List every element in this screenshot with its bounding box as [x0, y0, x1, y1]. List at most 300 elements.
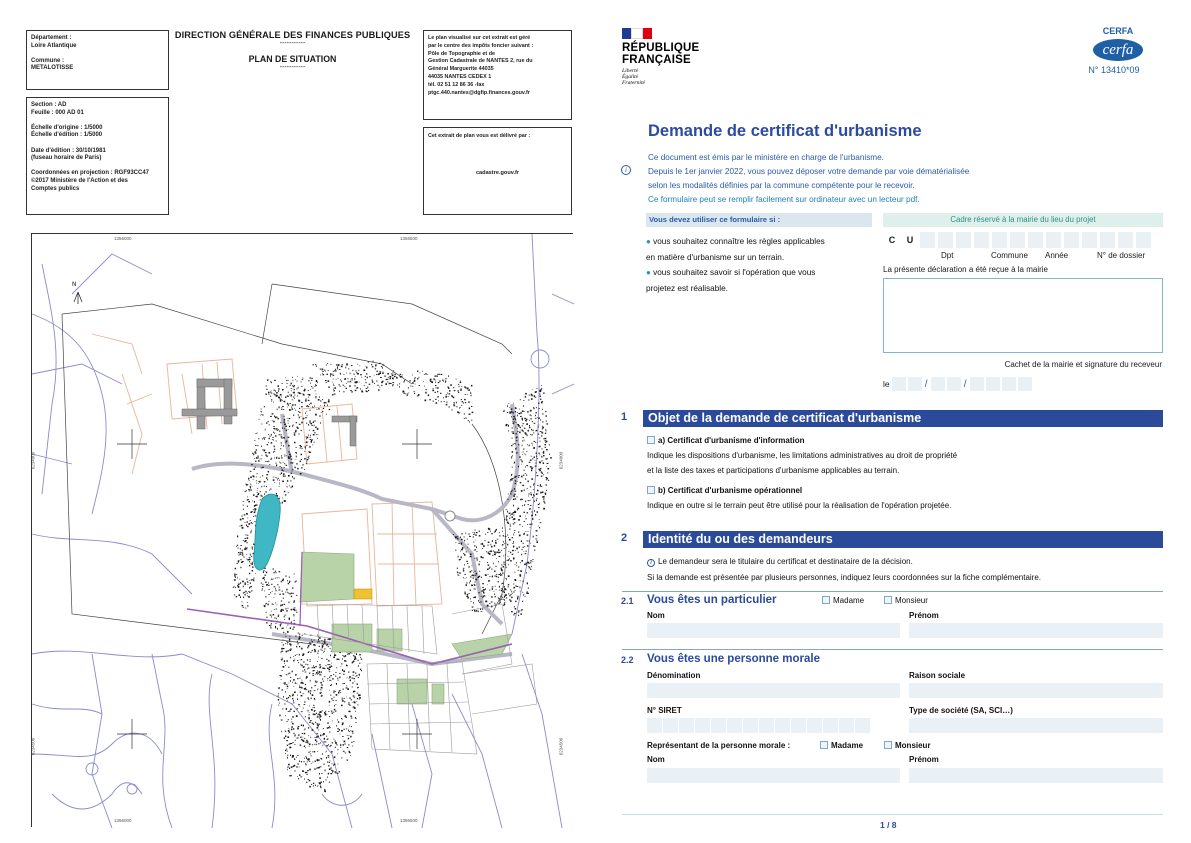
- cu-digit-box[interactable]: [1045, 232, 1061, 248]
- tree-mark: [288, 396, 289, 397]
- tree-mark: [527, 545, 528, 546]
- tree-mark: [541, 471, 542, 472]
- tree-mark: [505, 588, 506, 589]
- tree-mark: [342, 719, 343, 720]
- tree-mark: [513, 515, 514, 516]
- tree-mark: [288, 719, 289, 720]
- tree-mark: [328, 646, 329, 647]
- tree-mark: [480, 601, 481, 602]
- tree-mark: [375, 364, 376, 366]
- cu-digit-box[interactable]: [1117, 232, 1133, 248]
- tree-mark: [251, 579, 252, 580]
- tree-mark: [523, 449, 524, 450]
- tree-mark: [493, 551, 494, 552]
- tree-mark: [323, 668, 325, 669]
- tree-mark: [284, 704, 285, 705]
- tree-mark: [341, 718, 342, 719]
- tree-mark: [278, 388, 279, 389]
- tree-mark: [317, 434, 318, 435]
- civility-monsieur-1[interactable]: [884, 596, 928, 605]
- tree-mark: [303, 708, 304, 709]
- tree-mark: [255, 450, 256, 451]
- stamp-area[interactable]: [883, 278, 1163, 353]
- tree-mark: [281, 455, 282, 456]
- tree-mark: [298, 633, 299, 634]
- tree-mark: [298, 704, 300, 705]
- section-box: [26, 97, 169, 215]
- tree-mark: [414, 378, 415, 380]
- tree-mark: [473, 536, 474, 537]
- tree-mark: [297, 684, 298, 685]
- tree-mark: [521, 560, 523, 562]
- tree-mark: [330, 675, 332, 676]
- tree-mark: [286, 465, 287, 466]
- siret-digit-box[interactable]: [759, 718, 774, 733]
- tree-mark: [308, 397, 309, 398]
- cu-digit-box[interactable]: [973, 232, 989, 248]
- nom-input[interactable]: [647, 623, 900, 638]
- tree-mark: [542, 496, 544, 498]
- tree-mark: [327, 644, 328, 645]
- cu-number-field[interactable]: [883, 232, 1153, 248]
- tree-mark: [249, 587, 250, 589]
- tree-mark: [309, 769, 311, 771]
- tree-mark: [536, 430, 537, 431]
- tree-mark: [303, 667, 305, 668]
- tree-mark: [288, 380, 289, 381]
- tree-mark: [289, 768, 290, 770]
- tree-mark: [334, 653, 335, 654]
- tree-mark: [260, 477, 261, 478]
- tree-mark: [317, 785, 318, 787]
- tree-mark: [496, 552, 497, 554]
- tree-mark: [292, 723, 294, 724]
- tree-mark: [516, 422, 517, 423]
- tree-mark: [296, 766, 298, 767]
- representant-nom-input[interactable]: [647, 768, 900, 783]
- checkbox-monsieur[interactable]: [884, 741, 892, 749]
- tree-mark: [323, 742, 325, 743]
- tree-mark: [344, 656, 346, 657]
- raison-sociale-input[interactable]: [909, 683, 1163, 698]
- tree-mark: [249, 580, 250, 581]
- tree-mark: [273, 421, 275, 423]
- tree-mark: [256, 449, 257, 451]
- tree-mark: [287, 751, 288, 752]
- date-digit-box[interactable]: [986, 377, 1000, 391]
- tree-mark: [307, 697, 308, 698]
- siret-digit-box[interactable]: [727, 718, 742, 733]
- checkbox-madame[interactable]: [822, 596, 830, 604]
- option-cu-operationnel[interactable]: [647, 486, 802, 495]
- date-separator: /: [963, 378, 967, 390]
- tree-mark: [498, 549, 499, 551]
- tree-mark: [346, 697, 347, 698]
- tree-mark: [457, 572, 458, 573]
- tree-mark: [292, 742, 293, 743]
- cu-digit-box[interactable]: [1063, 232, 1079, 248]
- cu-digit-box[interactable]: [991, 232, 1007, 248]
- civility-monsieur-2[interactable]: [884, 741, 931, 750]
- tree-mark: [289, 695, 290, 696]
- tree-mark: [303, 725, 304, 727]
- tree-mark: [506, 567, 507, 568]
- tree-mark: [287, 767, 289, 768]
- tree-mark: [347, 747, 349, 748]
- tree-mark: [297, 427, 298, 428]
- tree-mark: [334, 654, 336, 656]
- tree-mark: [312, 388, 313, 389]
- tree-mark: [310, 751, 311, 752]
- tree-mark: [310, 377, 311, 378]
- tree-mark: [287, 407, 288, 408]
- tree-mark: [547, 463, 549, 464]
- tree-mark: [354, 702, 356, 704]
- tree-mark: [518, 466, 519, 468]
- tree-mark: [318, 641, 320, 642]
- tree-mark: [293, 627, 295, 628]
- cu-digit-box[interactable]: [955, 232, 971, 248]
- tree-mark: [464, 554, 466, 556]
- tree-mark: [344, 716, 346, 717]
- tree-mark: [286, 660, 288, 661]
- tree-mark: [523, 581, 524, 583]
- tree-mark: [306, 445, 307, 446]
- tree-mark: [289, 419, 290, 420]
- tree-mark: [274, 433, 275, 434]
- tree-mark: [313, 407, 314, 408]
- tree-mark: [518, 477, 519, 479]
- siret-digit-box[interactable]: [679, 718, 694, 733]
- text-line: Échelle d'édition : 1/5000: [31, 132, 103, 139]
- tree-mark: [530, 415, 532, 416]
- tree-mark: [535, 514, 536, 516]
- tree-mark: [305, 763, 306, 764]
- tree-mark: [340, 744, 341, 746]
- tree-mark: [276, 609, 277, 610]
- tree-mark: [240, 590, 241, 591]
- tree-mark: [337, 678, 338, 679]
- tree-mark: [529, 567, 531, 568]
- siret-input[interactable]: [647, 718, 871, 733]
- tree-mark: [360, 365, 361, 366]
- plan-de-situation-page: [0, 0, 592, 843]
- siret-digit-box[interactable]: [791, 718, 806, 733]
- reception-date-field[interactable]: [883, 377, 1032, 391]
- checkbox-cu-b[interactable]: [647, 486, 655, 494]
- date-digit-box[interactable]: [931, 377, 945, 391]
- tree-mark: [534, 549, 535, 551]
- siret-digit-box[interactable]: [807, 718, 822, 733]
- text-line: 44035 NANTES CEDEX 1: [428, 73, 492, 80]
- date-digit-box[interactable]: [1018, 377, 1032, 391]
- tree-mark: [461, 405, 462, 406]
- tree-mark: [546, 477, 548, 478]
- tree-mark: [389, 383, 390, 384]
- date-digit-box[interactable]: [970, 377, 984, 391]
- tree-mark: [318, 713, 319, 715]
- tree-mark: [269, 464, 270, 465]
- tree-mark: [298, 778, 299, 779]
- cu-digit-box[interactable]: [1027, 232, 1043, 248]
- siret-digit-box[interactable]: [775, 718, 790, 733]
- tree-mark: [400, 374, 401, 375]
- tree-mark: [305, 448, 306, 449]
- tree-mark: [248, 518, 249, 519]
- date-digit-box[interactable]: [908, 377, 922, 391]
- tree-mark: [352, 662, 353, 663]
- tree-mark: [266, 612, 267, 613]
- representant-prenom-input[interactable]: [909, 768, 1163, 783]
- tree-mark: [312, 444, 313, 445]
- tree-mark: [312, 667, 313, 668]
- tree-mark: [307, 774, 308, 775]
- tree-mark: [501, 569, 503, 571]
- tree-mark: [306, 764, 307, 765]
- tree-mark: [262, 586, 263, 587]
- tree-mark: [506, 579, 507, 581]
- tree-mark: [298, 737, 299, 738]
- siret-digit-box[interactable]: [663, 718, 678, 733]
- tree-mark: [290, 403, 292, 404]
- tree-mark: [294, 608, 295, 609]
- tree-mark: [529, 425, 530, 427]
- tree-mark: [533, 484, 534, 486]
- date-digit-box[interactable]: [947, 377, 961, 391]
- tree-mark: [240, 545, 242, 546]
- tree-mark: [482, 609, 484, 610]
- siret-digit-box[interactable]: [823, 718, 838, 733]
- tree-mark: [294, 389, 295, 390]
- tree-mark: [298, 638, 300, 640]
- tree-mark: [537, 511, 538, 513]
- tree-mark: [281, 445, 282, 446]
- tree-mark: [455, 536, 457, 537]
- tree-mark: [282, 498, 283, 499]
- tree-mark: [323, 652, 324, 653]
- tree-mark: [283, 475, 284, 476]
- tree-mark: [345, 753, 346, 754]
- tree-mark: [284, 619, 285, 620]
- tree-mark: [279, 431, 280, 432]
- tree-mark: [288, 674, 289, 675]
- section-text: [27, 98, 168, 197]
- siret-digit-box[interactable]: [695, 718, 710, 733]
- use-line-2a: vous souhaitez savoir si l'opération que vous: [653, 268, 816, 277]
- tree-mark: [304, 738, 305, 739]
- tree-mark: [525, 466, 526, 468]
- tree-mark: [278, 590, 279, 591]
- tree-mark: [292, 486, 293, 488]
- tree-mark: [415, 384, 416, 385]
- tree-mark: [285, 736, 286, 738]
- tree-mark: [321, 689, 322, 691]
- tree-mark: [321, 773, 322, 774]
- tree-mark: [306, 462, 307, 463]
- tree-mark: [277, 628, 278, 630]
- cu-digit-box[interactable]: [1135, 232, 1151, 248]
- tree-mark: [317, 674, 318, 675]
- tree-mark: [517, 497, 518, 498]
- tree-mark: [240, 579, 241, 580]
- tree-mark: [303, 418, 304, 419]
- tree-mark: [309, 705, 310, 706]
- checkbox-madame[interactable]: [820, 741, 828, 749]
- prenom-input[interactable]: [909, 623, 1163, 638]
- tree-mark: [359, 674, 360, 675]
- tree-mark: [496, 558, 497, 559]
- tree-mark: [475, 611, 476, 612]
- tree-mark: [300, 706, 301, 707]
- tree-mark: [544, 496, 545, 497]
- date-digit-box[interactable]: [1002, 377, 1016, 391]
- tree-mark: [299, 678, 300, 679]
- denomination-label: Dénomination: [647, 671, 701, 680]
- tree-mark: [250, 484, 252, 485]
- siret-digit-box[interactable]: [647, 718, 662, 733]
- tree-mark: [310, 435, 311, 437]
- cu-digit-box[interactable]: [919, 232, 935, 248]
- siret-digit-box[interactable]: [743, 718, 758, 733]
- denomination-input[interactable]: [647, 683, 900, 698]
- siret-digit-box[interactable]: [855, 718, 870, 733]
- tree-mark: [265, 582, 267, 583]
- siret-digit-box[interactable]: [711, 718, 726, 733]
- tree-mark: [453, 404, 455, 405]
- intro-line-2: Depuis le 1er janvier 2022, vous pouvez déposer votre demande par voie dématérialisée: [648, 167, 970, 176]
- tree-mark: [295, 770, 296, 772]
- tree-mark: [531, 394, 532, 396]
- tree-mark: [470, 556, 472, 557]
- tree-mark: [499, 601, 500, 603]
- section-2-note-2: Si la demande est présentée par plusieurs personnes, indiquez leurs coordonnées sur la fiche complémentaire.: [647, 573, 1042, 582]
- tree-mark: [254, 511, 256, 512]
- tree-mark: [295, 404, 296, 406]
- tree-mark: [297, 376, 298, 377]
- option-a-label: a) Certificat d'urbanisme d'information: [658, 436, 805, 445]
- tree-mark: [278, 693, 279, 695]
- tree-mark: [238, 547, 239, 548]
- civility-madame-1[interactable]: [822, 596, 864, 605]
- tree-mark: [289, 577, 290, 578]
- tree-mark: [509, 558, 510, 560]
- checkbox-monsieur[interactable]: [884, 596, 892, 604]
- tree-mark: [508, 551, 509, 552]
- tree-mark: [359, 663, 360, 664]
- tree-mark: [261, 467, 262, 468]
- tree-mark: [318, 729, 319, 730]
- tree-mark: [264, 439, 265, 440]
- tree-mark: [288, 697, 289, 698]
- option-cu-information[interactable]: [647, 436, 805, 445]
- tree-mark: [283, 473, 285, 475]
- tree-mark: [350, 730, 351, 731]
- tree-mark: [288, 608, 289, 609]
- tree-mark: [278, 687, 280, 689]
- tree-mark: [236, 563, 238, 564]
- tree-mark: [262, 475, 263, 477]
- cu-digit-box[interactable]: [1009, 232, 1025, 248]
- tree-mark: [527, 524, 528, 525]
- tree-mark: [287, 769, 288, 771]
- tree-mark: [459, 559, 461, 560]
- tree-mark: [254, 505, 255, 507]
- tree-mark: [515, 480, 516, 482]
- tree-mark: [440, 393, 442, 394]
- tree-mark: [271, 442, 273, 443]
- tree-mark: [301, 664, 302, 666]
- tree-mark: [294, 395, 295, 396]
- tree-mark: [288, 592, 289, 594]
- tree-mark: [366, 388, 368, 389]
- tree-mark: [319, 674, 320, 676]
- tree-mark: [505, 536, 507, 537]
- tree-mark: [296, 610, 297, 611]
- tree-mark: [319, 777, 321, 779]
- date-digit-box[interactable]: [892, 377, 906, 391]
- tree-mark: [277, 479, 278, 480]
- cu-digit-boxes[interactable]: [919, 232, 1153, 248]
- tree-mark: [522, 418, 523, 420]
- tree-mark: [457, 568, 458, 569]
- tree-mark: [246, 559, 247, 560]
- tree-mark: [281, 457, 283, 458]
- tree-mark: [325, 380, 327, 381]
- tree-mark: [264, 406, 265, 407]
- tree-mark: [412, 382, 414, 384]
- tree-mark: [294, 478, 295, 480]
- tree-mark: [235, 568, 236, 570]
- tree-mark: [293, 656, 294, 657]
- intro-line-3: selon les modalités définies par la commune compétente pour le recevoir.: [648, 181, 915, 190]
- tree-mark: [321, 684, 323, 685]
- siret-digit-box[interactable]: [839, 718, 854, 733]
- cu-digit-box[interactable]: [1081, 232, 1097, 248]
- tree-mark: [319, 718, 320, 719]
- tree-mark: [322, 695, 323, 696]
- tree-mark: [538, 434, 539, 435]
- text-line: [31, 163, 164, 171]
- tree-mark: [288, 420, 289, 421]
- tree-mark: [335, 700, 337, 701]
- checkbox-cu-a[interactable]: [647, 436, 655, 444]
- tree-mark: [285, 750, 286, 751]
- tree-mark: [285, 615, 287, 616]
- tree-mark: [526, 565, 527, 566]
- type-societe-input[interactable]: [909, 718, 1163, 733]
- cu-digit-box[interactable]: [937, 232, 953, 248]
- tree-mark: [384, 376, 385, 377]
- tree-mark: [267, 444, 269, 445]
- tree-mark: [317, 733, 318, 734]
- civility-madame-2[interactable]: [820, 741, 863, 750]
- tree-mark: [337, 659, 338, 661]
- tree-mark: [511, 478, 513, 479]
- tree-mark: [294, 433, 296, 434]
- tree-mark: [522, 592, 523, 593]
- tree-mark: [263, 571, 264, 573]
- cu-digit-box[interactable]: [1099, 232, 1115, 248]
- tree-mark: [239, 594, 240, 596]
- tree-mark: [294, 735, 295, 736]
- tree-mark: [537, 417, 538, 418]
- tree-mark: [274, 428, 276, 429]
- tree-mark: [281, 396, 282, 397]
- tree-mark: [515, 411, 516, 413]
- tree-mark: [525, 501, 526, 503]
- tree-mark: [457, 538, 459, 539]
- section-2-number: 2: [621, 532, 628, 544]
